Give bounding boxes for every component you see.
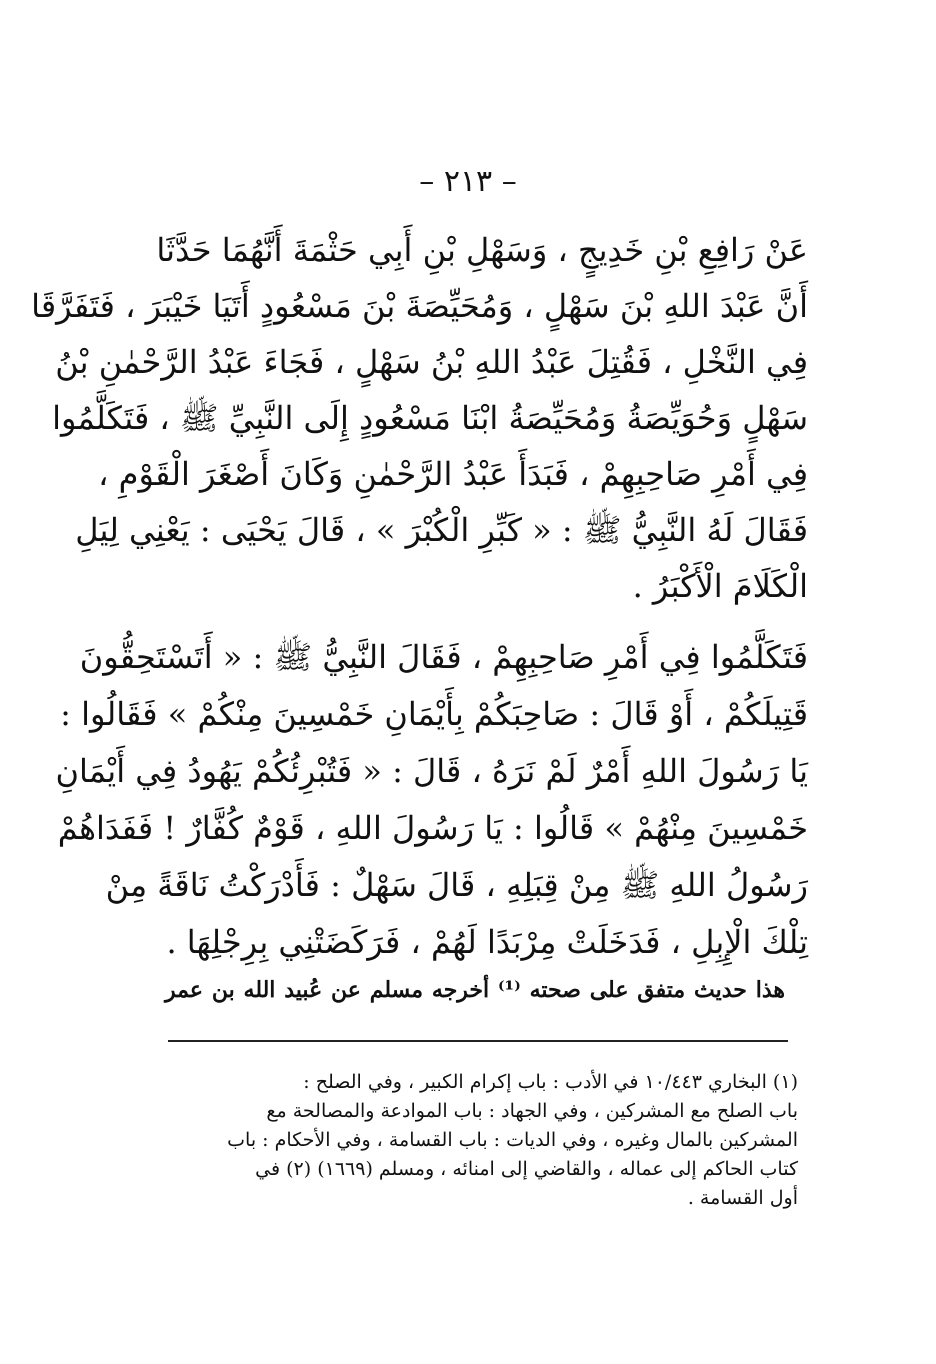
footnote-line: أول القسامة .	[687, 1187, 798, 1209]
footnotes	[168, 1068, 798, 1213]
text-line: خَمْسِينَ مِنْهُمْ » قَالُوا : يَا رَسُولَ اللهِ ، قَوْمٌ كُفَّارٌ ! فَفَدَاهُمْ	[57, 809, 808, 847]
text-line: يَا رَسُولَ اللهِ أَمْرٌ لَمْ نَرَهُ ، قَالَ : « فَتُبْرِئُكُمْ يَهُودُ فِي أَيْمَانِ	[55, 752, 808, 790]
text-line: فَقَالَ لَهُ النَّبِيُّ ﷺ : « كَبِّرِ الْكُبْرَ » ، قَالَ يَحْيَى : يَعْنِي لِيَلِ	[75, 511, 808, 549]
text-line: تِلْكَ الْإِبِلِ ، فَدَخَلَتْ مِرْبَدًا لَهُمْ ، فَرَكَضَتْنِي بِرِجْلِهَا .	[166, 923, 808, 961]
text-line: قَتِيلَكُمْ ، أَوْ قَالَ : صَاحِبَكُمْ بِأَيْمَانِ خَمْسِينَ مِنْكُمْ » فَقَالُوا :	[60, 695, 808, 733]
footnote-divider	[168, 1040, 788, 1042]
text-line: عَنْ رَافِعِ بْنِ خَدِيجٍ ، وَسَهْلِ بْنِ أَبِي حَثْمَةَ أَنَّهُمَا حَدَّثَا	[156, 231, 808, 269]
text-line: الْكَلَامَ الْأَكْبَرُ .	[632, 567, 808, 605]
text-line: فَتَكَلَّمُوا فِي أَمْرِ صَاحِبِهِمْ ، فَقَالَ النَّبِيُّ ﷺ : « أَتَسْتَحِقُّونَ	[79, 638, 808, 676]
hadith-paragraph-2	[55, 629, 808, 971]
text-line: فِي النَّخْلِ ، فَقُتِلَ عَبْدُ اللهِ بْنُ سَهْلٍ ، فَجَاءَ عَبْدُ الرَّحْمٰنِ بْنُ	[55, 343, 808, 381]
text-line: فِي أَمْرِ صَاحِبِهِمْ ، فَبَدَأَ عَبْدُ الرَّحْمٰنِ وَكَانَ أَصْغَرَ الْقَوْمِ ،	[98, 455, 808, 493]
footnote-line: (١) البخاري ١٠/٤٤٣ في الأدب : باب إكرام الكبير ، وفي الصلح :	[303, 1071, 798, 1093]
footnote-line: المشركين بالمال وغيره ، وفي الديات : باب القسامة ، وفي الأحكام : باب	[227, 1129, 798, 1151]
footnote-line: باب الصلح مع المشركين ، وفي الجهاد : باب الموادعة والمصالحة مع	[266, 1100, 798, 1122]
text-line: رَسُولُ اللهِ ﷺ مِنْ قِبَلِهِ ، قَالَ سَهْلٌ : فَأَدْرَكْتُ نَاقَةً مِنْ	[105, 866, 808, 904]
footnote-line: كتاب الحاكم إلى عماله ، والقاضي إلى امنائه ، ومسلم (١٦٦٩) (٢) في	[255, 1158, 798, 1180]
hadith-paragraph-1	[31, 222, 808, 614]
text-line: سَهْلٍ وَحُوَيِّصَةُ وَمُحَيِّصَةُ ابْنَا مَسْعُودٍ إِلَى النَّبِيِّ ﷺ ، فَتَكَلَّمُوا	[52, 399, 808, 437]
text-line: أَنَّ عَبْدَ اللهِ بْنَ سَهْلٍ ، وَمُحَيِّصَةَ بْنَ مَسْعُودٍ أَتَيَا خَيْبَرَ ، فَتَفَرَّقَا	[31, 287, 808, 325]
page-number: – ٢١٣ –	[419, 164, 517, 199]
hadith-grading-note: هذا حديث متفق على صحته ⁽¹⁾ أخرجه مسلم عن عُبيد الله بن عمر	[165, 977, 785, 1003]
